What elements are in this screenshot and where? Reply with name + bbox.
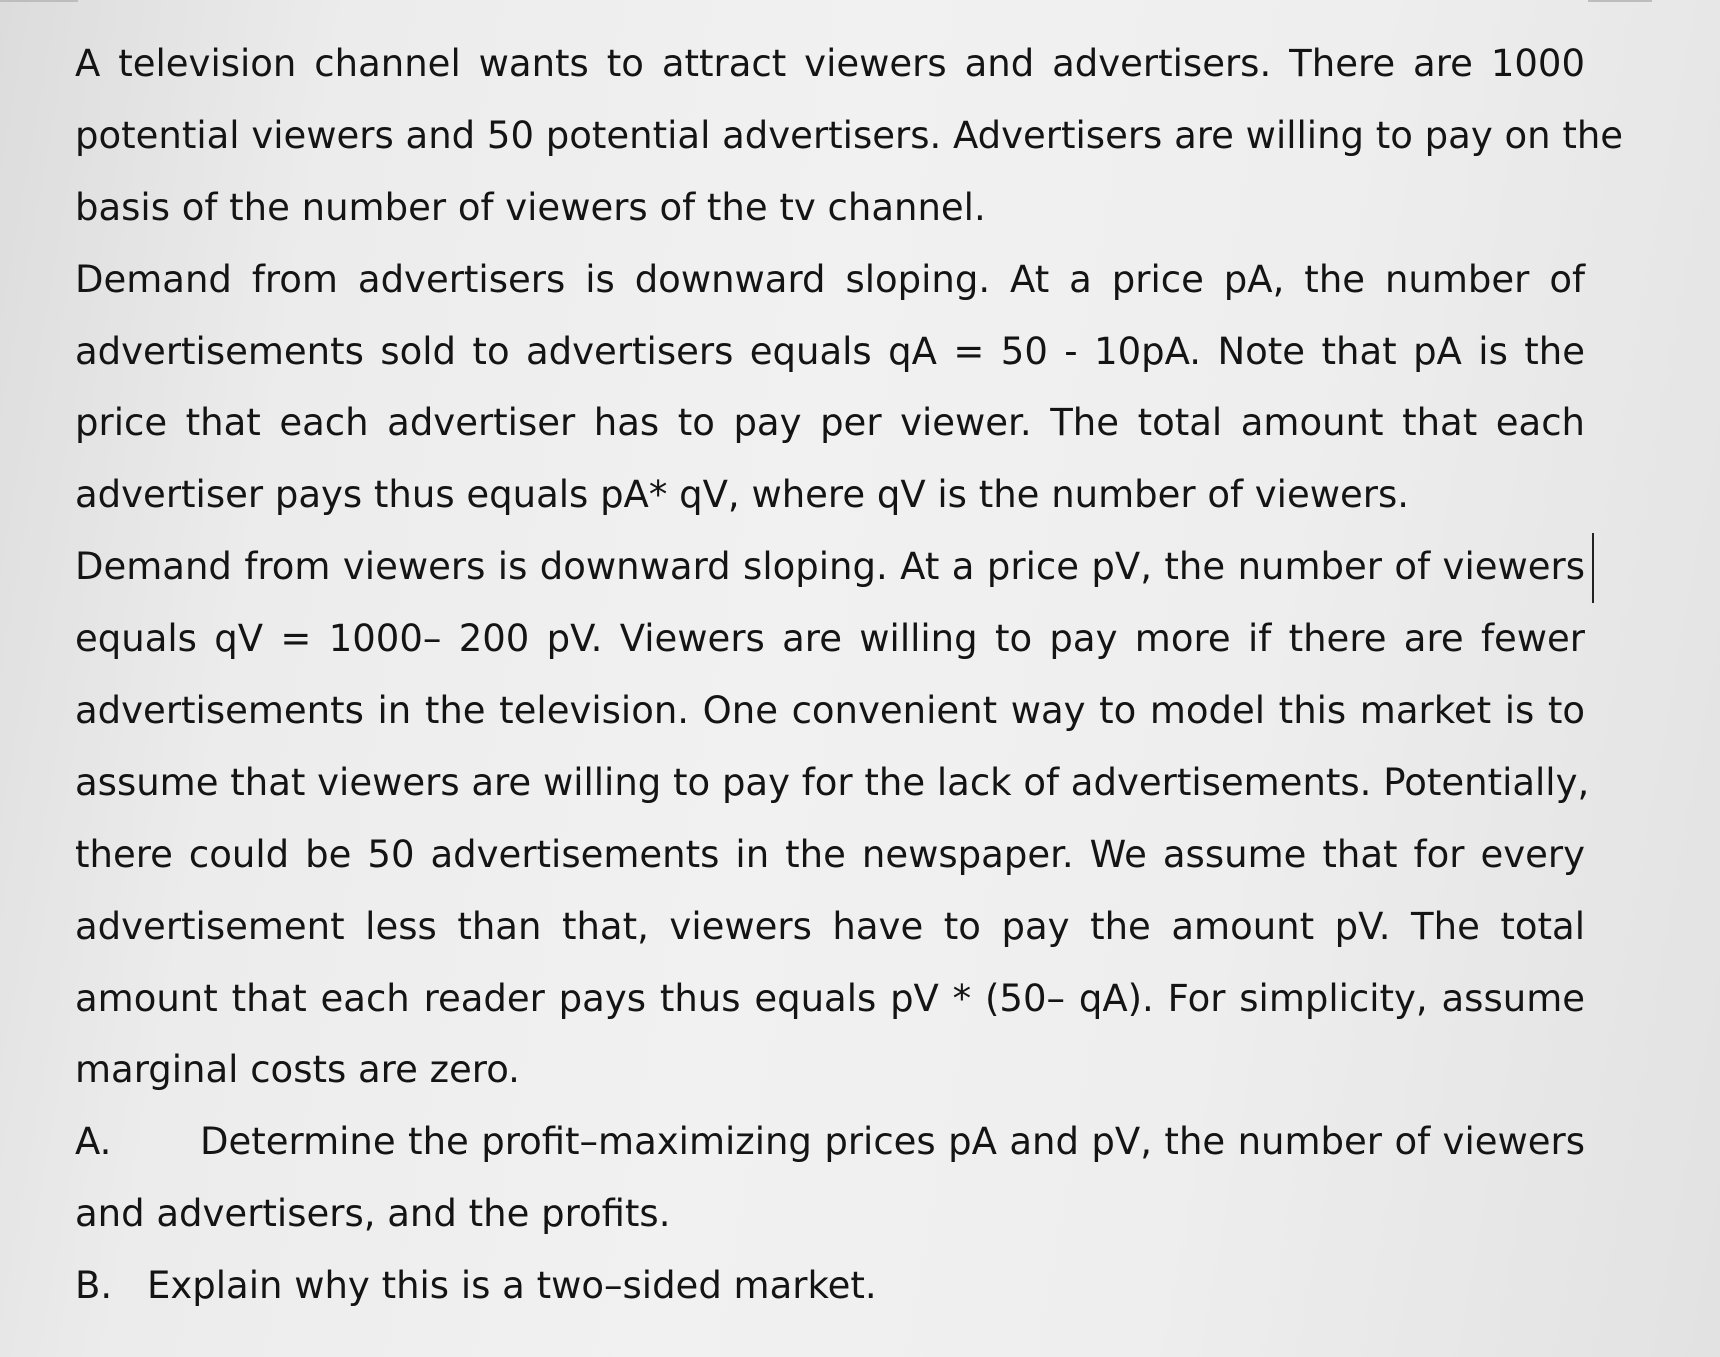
page-edge-left: [0, 0, 78, 2]
text-line: marginal costs are zero.: [75, 1048, 520, 1092]
text-line: A television channel wants to attract viewers and advertisers. There are 1000: [75, 42, 1585, 85]
text-line: there could be 50 advertisements in the newspaper. We assume that for every: [75, 832, 1585, 876]
question-text: Determine the profit–maximizing prices pA and pV, the number of viewers: [200, 1120, 1585, 1164]
question-label: B.: [75, 1264, 113, 1308]
problem-text: [75, 28, 1624, 1322]
page-edge-right: [1588, 0, 1652, 2]
question-text: Explain why this is a two–sided market.: [147, 1264, 877, 1308]
text-line: basis of the number of viewers of the tv channel.: [75, 185, 986, 229]
question-b: [75, 1250, 1585, 1322]
text-line: potential viewers and 50 potential advertisers. Advertisers are willing to pay on the: [75, 113, 1624, 157]
text-line: Demand from viewers is downward sloping. At a price pV, the number of viewers: [75, 545, 1585, 589]
question-line: [75, 1250, 1585, 1322]
question-line: [75, 1106, 1585, 1178]
text-line: price that each advertiser has to pay per viewer. The total amount that each: [75, 401, 1585, 445]
text-line: assume that viewers are willing to pay for the lack of advertisements. Potentially,: [75, 760, 1590, 804]
text-line: amount that each reader pays thus equals pV * (50– qA). For simplicity, assume: [75, 976, 1585, 1020]
question-label: A.: [75, 1120, 112, 1164]
paragraph-advertiser-demand: [75, 244, 1585, 532]
text-line: advertiser pays thus equals pA* qV, where qV is the number of viewers.: [75, 473, 1410, 517]
text-line: advertisement less than that, viewers have to pay the amount pV. The total: [75, 904, 1585, 948]
paragraph-viewer-demand: [75, 531, 1590, 1106]
question-line: and advertisers, and the profits.: [75, 1192, 671, 1236]
text-line: Demand from advertisers is downward sloping. At a price pA, the number of: [75, 257, 1585, 301]
text-cursor: [1592, 533, 1594, 603]
text-line: advertisements in the television. One convenient way to model this market is to: [75, 689, 1585, 733]
text-line: advertisements sold to advertisers equals qA = 50 - 10pA. Note that pA is the: [75, 329, 1585, 373]
question-a: [75, 1106, 1585, 1250]
paragraph-intro: [75, 28, 1624, 244]
text-line: equals qV = 1000– 200 pV. Viewers are willing to pay more if there are fewer: [75, 617, 1585, 661]
